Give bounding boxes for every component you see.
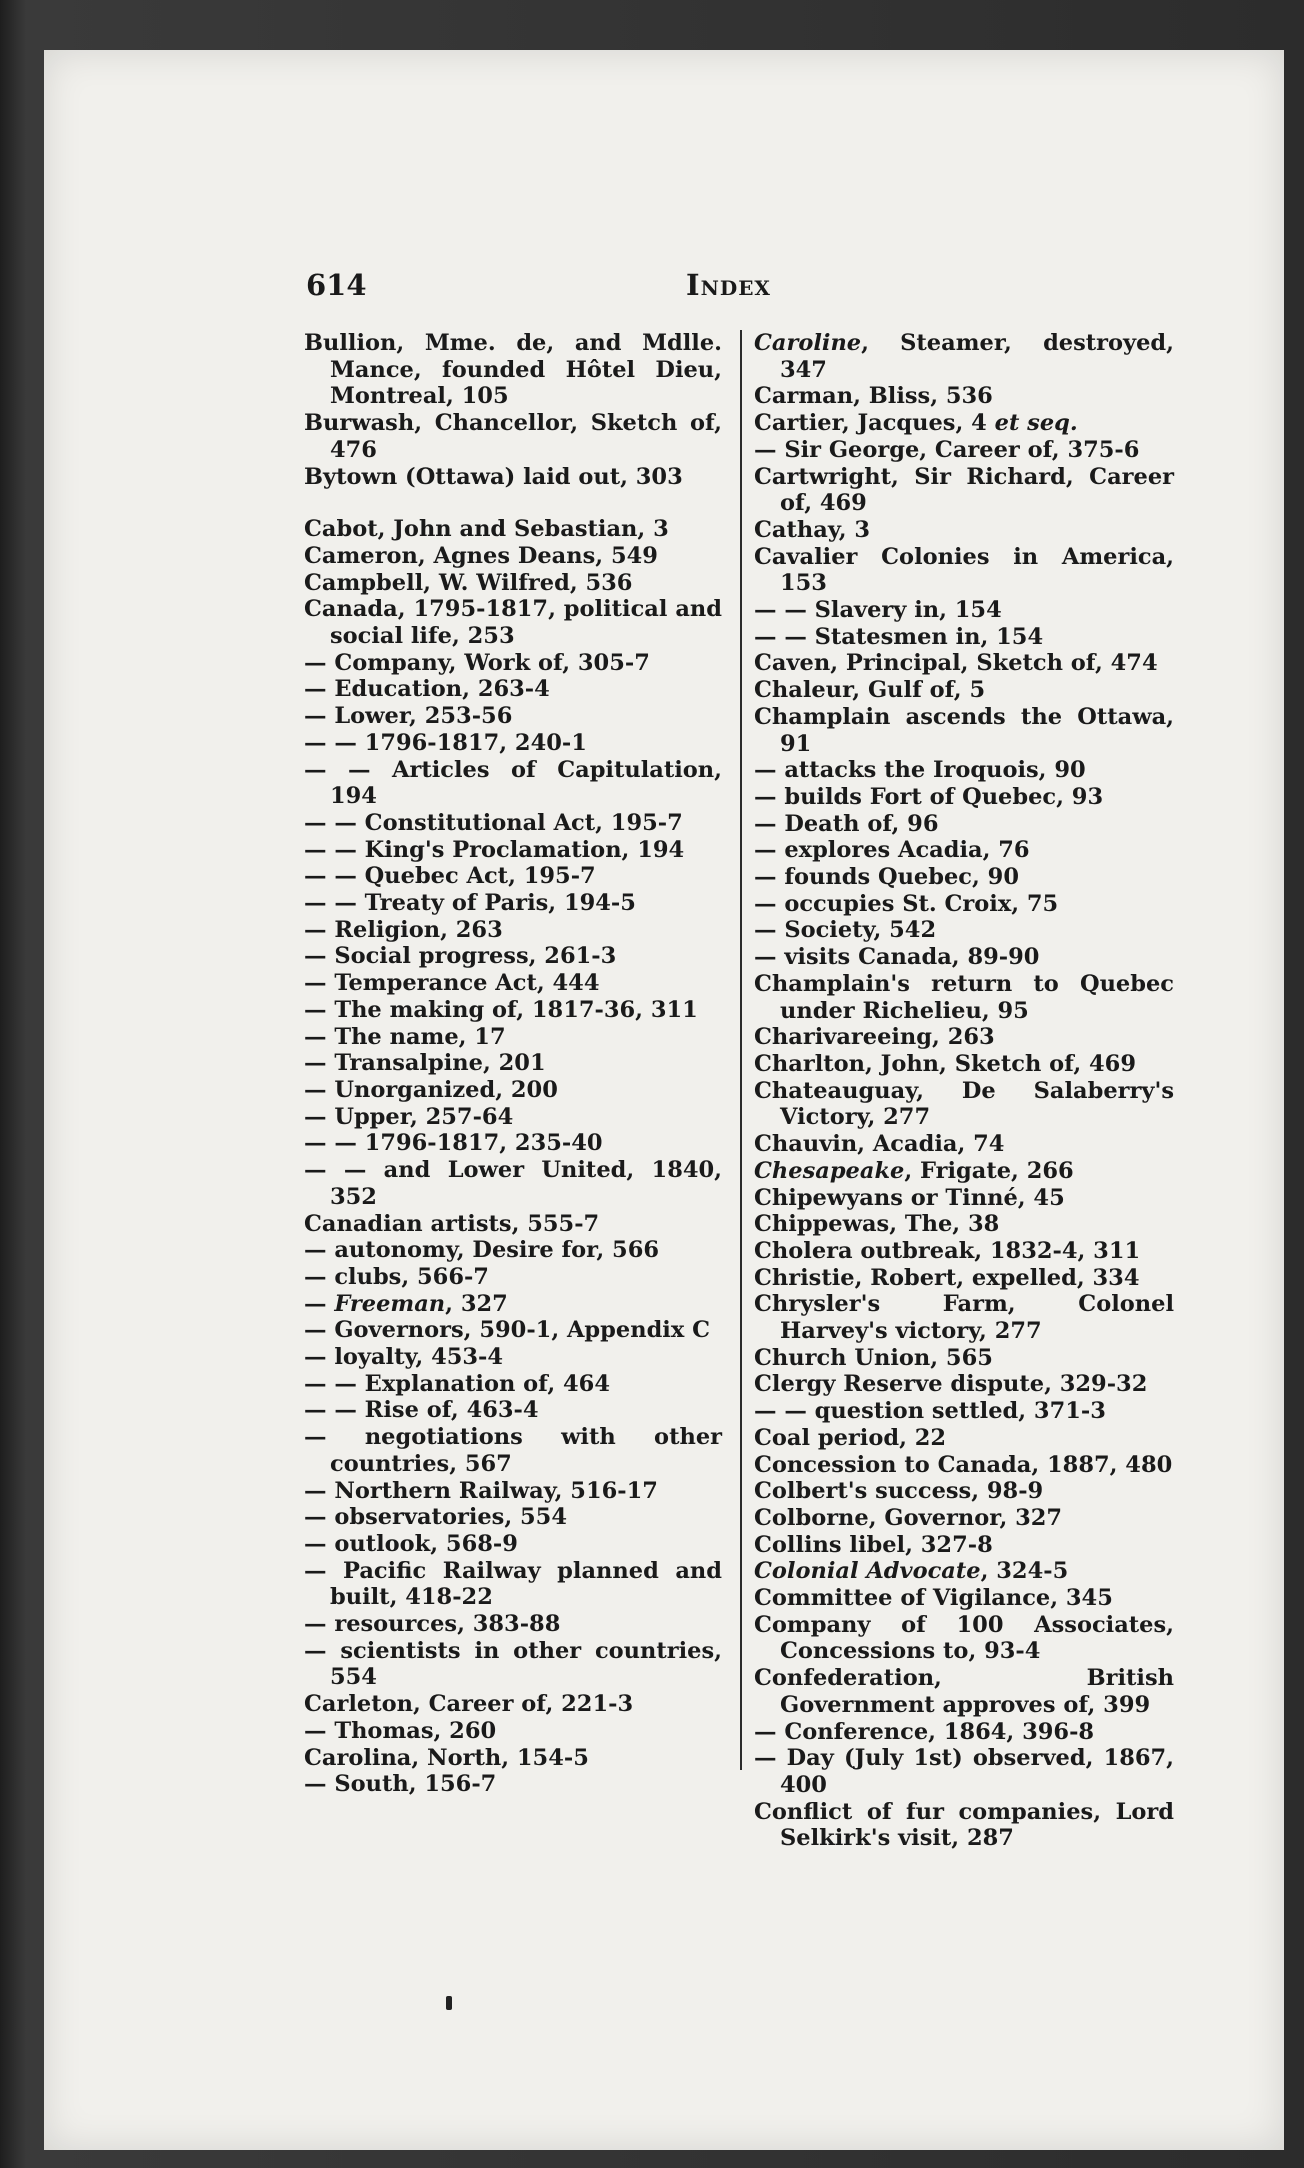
entry-text: , Frigate, 266 [904,1157,1074,1184]
index-entry: — — Treaty of Paris, 194-5 [304,890,636,917]
index-entry: — founds Quebec, 90 [754,864,1019,891]
index-entry: Church Union, 565 [754,1344,993,1371]
index-entry: Clergy Reserve dispute, 329-32 [754,1371,1148,1398]
index-entry: — Governors, 590-1, Appendix C [304,1317,711,1344]
index-entry: Canadian artists, 555-7 [304,1210,600,1237]
index-entry: Cholera outbreak, 1832-4, 311 [754,1237,1141,1264]
entry-italic-title: Chesapeake [754,1157,905,1184]
index-entry: — South, 156-7 [304,1771,497,1798]
index-entry: — The name, 17 [304,1023,506,1050]
index-entry: Colborne, Governor, 327 [754,1504,1063,1531]
index-entry [754,330,1174,383]
index-entry: — — Slavery in, 154 [754,597,1002,624]
entry-text: , 327 [445,1290,508,1317]
index-entry [304,1291,722,1318]
index-entry [754,410,1174,437]
index-entry: — — King's Proclamation, 194 [304,836,685,863]
index-entry: — Pacific Railway planned and built, 418-22 [304,1557,722,1611]
index-entry: Champlain ascends the Ottawa, 91 [754,703,1174,757]
index-entry: Carman, Bliss, 536 [754,383,993,410]
index-entry: — — and Lower United, 1840, 352 [304,1157,722,1210]
entry-text: , 324-5 [980,1558,1069,1585]
index-entry: Committee of Vigilance, 345 [754,1585,1113,1612]
index-entry: Collins libel, 327-8 [754,1531,993,1558]
index-entry: Cabot, John and Sebastian, 3 [304,516,669,543]
index-entry: — occupies St. Croix, 75 [754,890,1059,917]
index-column-right [754,330,1174,1852]
index-entry: Chauvin, Acadia, 74 [754,1131,1005,1158]
index-entry: — Upper, 257-64 [304,1103,514,1130]
index-entry: — negotiations with other countries, 567 [304,1424,722,1477]
index-entry: — Sir George, Career of, 375-6 [754,436,1140,463]
index-entry: — Lower, 253-56 [304,703,513,730]
page-number: 614 [306,268,367,302]
index-entry: Carolina, North, 154-5 [304,1744,589,1771]
index-entry: — — Explanation of, 464 [304,1370,610,1397]
index-entry: — autonomy, Desire for, 566 [304,1237,660,1264]
index-entry: — Temperance Act, 444 [304,970,600,997]
index-entry: Coal period, 22 [754,1424,947,1451]
index-entry: — — 1796-1817, 235-40 [304,1130,603,1157]
index-entry: Christie, Robert, expelled, 334 [754,1264,1140,1291]
index-entry: Bytown (Ottawa) laid out, 303 [304,463,683,490]
entry-italic-title: et seq. [994,410,1078,437]
index-entry: Confederation, British Government approves of, 399 [754,1665,1174,1718]
index-entry: Cartwright, Sir Richard, Career of, 469 [754,463,1174,517]
index-entry: Cameron, Agnes Deans, 549 [304,542,658,569]
index-entry: Burwash, Chancellor, Sketch of, 476 [304,410,722,463]
index-entry: — Society, 542 [754,917,937,944]
index-entry: Cavalier Colonies in America, 153 [754,543,1174,597]
index-entry: Chaleur, Gulf of, 5 [754,677,986,704]
index-entry [754,1158,1174,1185]
index-entry: — outlook, 568-9 [304,1530,518,1557]
index-entry: Chrysler's Farm, Colonel Harvey's victory, 277 [754,1291,1174,1345]
index-entry: — Unorganized, 200 [304,1076,558,1103]
index-entry: Charivareeing, 263 [754,1024,995,1051]
index-entry: Chipewyans or Tinné, 45 [754,1184,1065,1211]
index-entry: — visits Canada, 89-90 [754,944,1040,971]
index-entry: — Transalpine, 201 [304,1050,546,1077]
index-entry: — — 1796-1817, 240-1 [304,729,587,756]
index-entry: Chateauguay, De Salaberry's Victory, 277 [754,1077,1174,1131]
entry-text: , Steamer, destroyed, 347 [780,330,1174,383]
index-entry: — Northern Railway, 516-17 [304,1477,658,1504]
index-entry: — loyalty, 453-4 [304,1344,504,1371]
index-entry: — Education, 263-4 [304,676,550,703]
index-entry: — Religion, 263 [304,916,503,943]
index-entry: Conflict of fur companies, Lord Selkirk's visit, 287 [754,1798,1174,1852]
index-entry: Concession to Canada, 1887, 480 [754,1451,1173,1478]
entry-text: Cartier, Jacques, 4 [754,410,995,437]
index-entry: — — Statesmen in, 154 [754,623,1044,650]
index-entry: Cathay, 3 [754,516,871,543]
index-entry: — attacks the Iroquois, 90 [754,757,1086,784]
ink-speck [446,1996,452,2010]
index-entry: Champlain's return to Quebec under Richelieu, 95 [754,970,1174,1024]
index-entry: — — question settled, 371-3 [754,1398,1106,1425]
index-entry: — — Articles of Capitulation, 194 [304,756,722,810]
index-entry: — scientists in other countries, 554 [304,1637,722,1691]
running-head: Index [686,268,771,302]
index-entry: — Social progress, 261-3 [304,943,617,970]
index-entry: — resources, 383-88 [304,1611,561,1638]
entry-italic-title: Colonial Advocate [754,1558,981,1585]
index-entry: — explores Acadia, 76 [754,837,1030,864]
index-column-left [304,330,722,1798]
index-entry: Canada, 1795-1817, political and social life, 253 [304,596,722,650]
index-entry: — Company, Work of, 305-7 [304,649,650,676]
entry-italic-title: Freeman [334,1290,446,1317]
index-entry: — observatories, 554 [304,1504,567,1531]
index-entry: — Conference, 1864, 396-8 [754,1718,1095,1745]
index-entry: Chippewas, The, 38 [754,1211,1000,1238]
index-entry: — builds Fort of Quebec, 93 [754,783,1104,810]
index-entry: Caven, Principal, Sketch of, 474 [754,650,1158,677]
index-entry: Bullion, Mme. de, and Mdlle. Mance, founded Hôtel Dieu, Montreal, 105 [304,330,722,410]
entry-italic-title: Caroline [754,330,862,356]
index-entry: Charlton, John, Sketch of, 469 [754,1050,1136,1077]
index-entry: Carleton, Career of, 221-3 [304,1691,634,1718]
index-entry: — Day (July 1st) observed, 1867, 400 [754,1745,1174,1798]
column-divider [740,330,742,1770]
index-entry [754,1558,1174,1585]
entry-text: — [304,1290,335,1317]
index-entry: — — Constitutional Act, 195-7 [304,809,683,836]
index-entry: Campbell, W. Wilfred, 536 [304,569,633,596]
index-entry: Company of 100 Associates, Concessions to, 93-4 [754,1611,1174,1665]
index-entry: — Thomas, 260 [304,1717,497,1744]
index-entry: — clubs, 566-7 [304,1263,489,1290]
index-entry: Colbert's success, 98-9 [754,1478,1044,1505]
index-entry: — Death of, 96 [754,810,939,837]
index-entry: — — Quebec Act, 195-7 [304,863,596,890]
index-entry: — — Rise of, 463-4 [304,1397,539,1424]
index-entry: — The making of, 1817-36, 311 [304,996,698,1023]
